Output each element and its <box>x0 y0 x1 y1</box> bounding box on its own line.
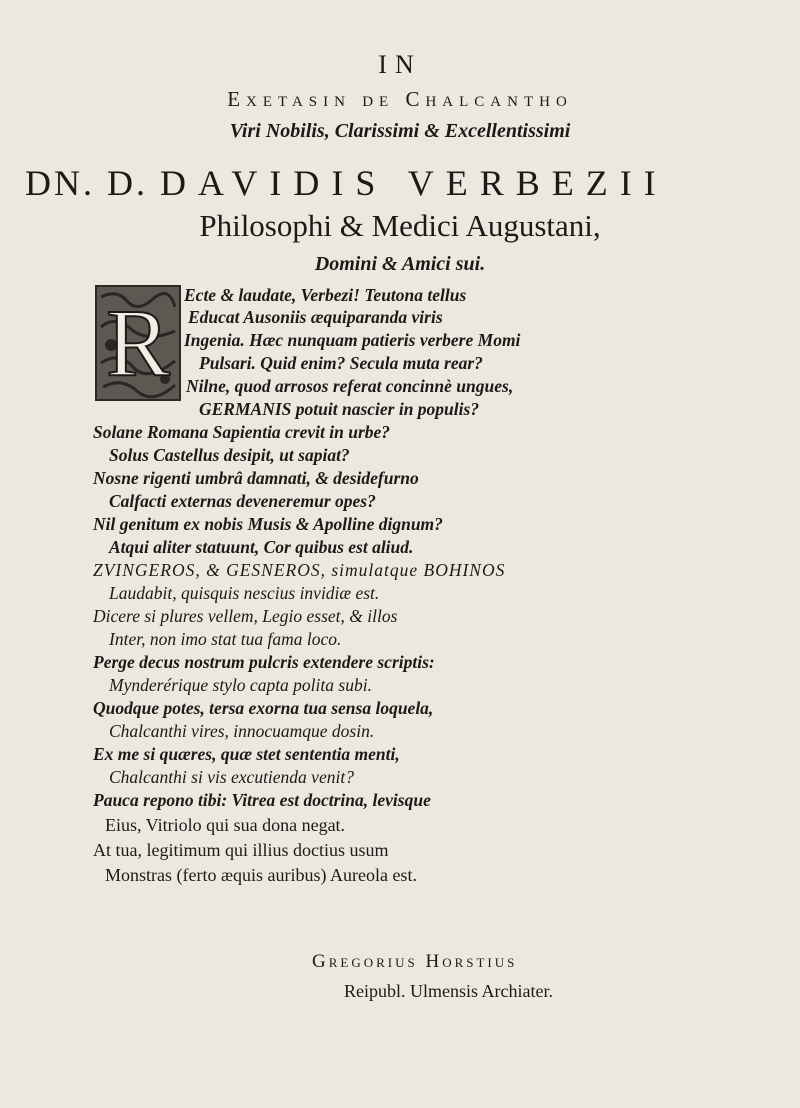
poem-line: Pulsari. Quid enim? Secula muta rear? <box>199 353 483 373</box>
poem-line: Nosne rigenti umbrâ damnati, & desidefurno <box>93 468 419 488</box>
decorated-initial-r <box>95 285 181 401</box>
poem-line: Mynderérique stylo capta polita subi. <box>109 675 372 695</box>
heading-dedication: Domini & Amici sui. <box>314 253 486 275</box>
poem-line: Chalcanthi vires, innocuamque dosin. <box>109 721 375 741</box>
drop-cap-letter: R <box>105 289 171 396</box>
heading-viri: Viri Nobilis, Clarissimi & Excellentissimi <box>229 120 571 142</box>
poem-line: Ecte & laudate, Verbezi! Teutona tellus <box>184 285 467 305</box>
poem-line: At tua, legitimum qui illius doctius usum <box>93 840 389 860</box>
poem-line: Inter, non imo stat tua fama loco. <box>109 629 342 649</box>
poem-line: Dicere si plures vellem, Legio esset, & illos <box>93 606 398 626</box>
poem-line: Atqui aliter statuunt, Cor quibus est aliud. <box>109 537 414 557</box>
poem-line: Solus Castellus desipit, ut sapiat? <box>109 445 350 465</box>
poem-line: Pauca repono tibi: Vitrea est doctrina, levisque <box>93 790 431 810</box>
poem-line: Solane Romana Sapientia crevit in urbe? <box>93 422 391 442</box>
initial-ornament-icon <box>97 287 179 399</box>
poem-line: Calfacti externas deveneremur opes? <box>109 491 376 511</box>
poem-line: Eius, Vitriolo qui sua dona negat. <box>105 815 346 835</box>
poem-line: Perge decus nostrum pulcris extendere scriptis: <box>93 652 435 672</box>
author-title: Reipubl. Ulmensis Archiater. <box>344 981 553 1001</box>
heading-exetasin: Exetasin de Chalcantho <box>227 87 573 111</box>
poem-line: Ex me si quæres, quæ stet sententia menti, <box>93 744 400 764</box>
heading-in: IN <box>378 50 422 79</box>
poem-line: GERMANIS potuit nascier in populis? <box>199 399 480 419</box>
poem-line: Monstras (ferto æquis auribus) Aureola est. <box>105 865 417 885</box>
poem-line: Nil genitum ex nobis Musis & Apolline dignum? <box>93 514 443 534</box>
poem-line: Ingenia. Hæc nunquam patieris verbere Momi <box>184 330 521 350</box>
heading-name-prefix: DN. D. <box>25 163 148 203</box>
poem-line: Nilne, quod arrosos referat concinnè ungues, <box>186 376 514 396</box>
poem-line: Laudabit, quisquis nescius invidiæ est. <box>109 583 380 603</box>
poem-line: Quodque potes, tersa exorna tua sensa loquela, <box>93 698 434 718</box>
heading-name-main: DAVIDIS VERBEZII <box>160 163 668 203</box>
author-name: Gregorius Horstius <box>312 951 518 972</box>
heading-profession: Philosophi & Medici Augustani, <box>199 208 601 243</box>
poem-line: Chalcanthi si vis excutienda venit? <box>109 767 354 787</box>
poem-line: Educat Ausoniis æquiparanda viris <box>188 307 443 327</box>
poem-line: ZVINGEROS, & GESNEROS, simulatque BOHINOS <box>93 560 506 580</box>
heading-name <box>25 162 795 204</box>
